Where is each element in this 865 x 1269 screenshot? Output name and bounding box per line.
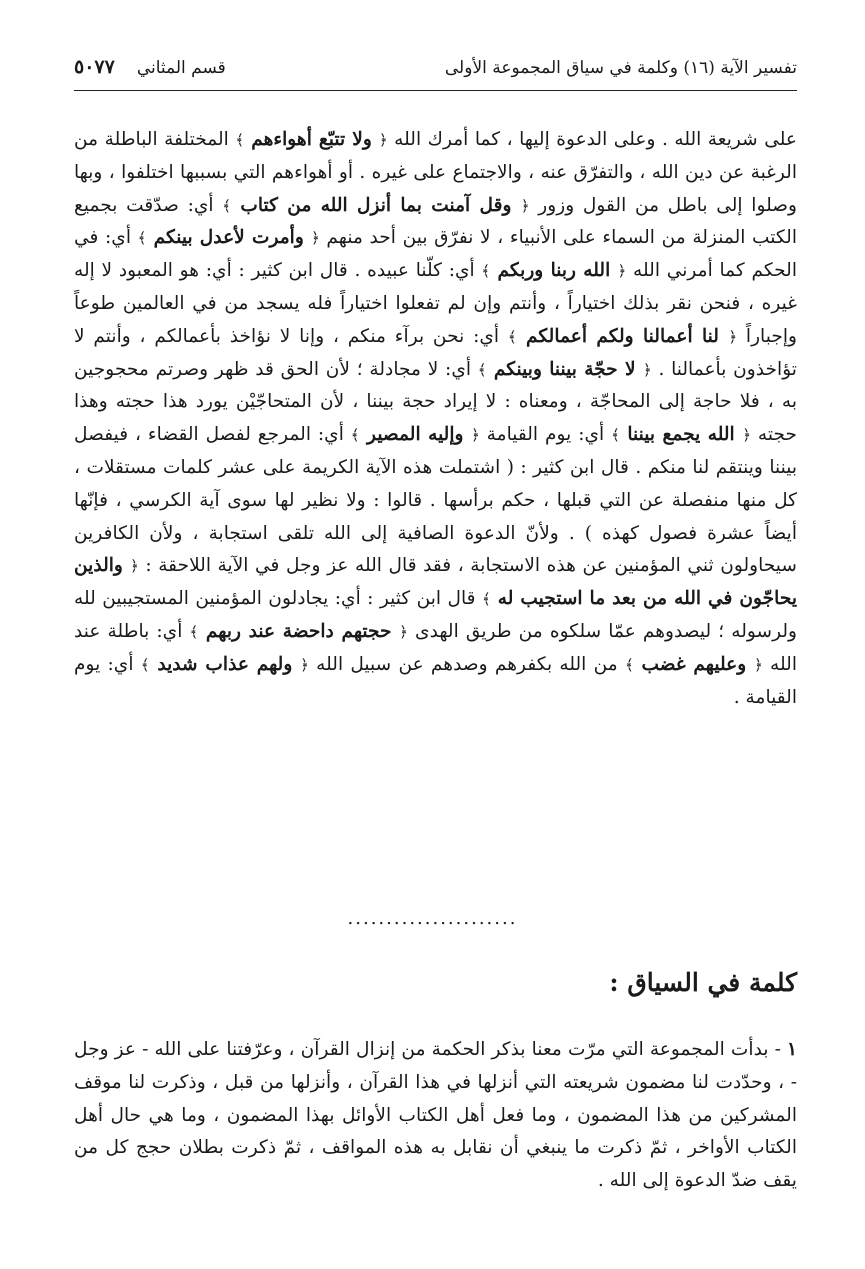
header-section	[74, 56, 226, 78]
commentary-text	[74, 124, 797, 714]
commentary-run: على شريعة الله . وعلى الدعوة إليها ، كما أمرك الله	[387, 129, 797, 150]
quran-quote: والذين يحاجّون في الله من بعد ما استجيب له	[74, 555, 797, 610]
quran-bracket: ﴾	[477, 360, 487, 379]
point-text: - بدأت المجموعة التي مرّت معنا بذكر الحكمة من إنزال القرآن ، وعرّفتنا على الله - عز وجل - ، وحدّدت لنا مضمون شريعته التي أنزلها في هذا القرآن ، وأنزلها من قبل ، وذكرت لنا موقف المشركين من هذا المضمون ، وما فعل أهل الكتاب الأوائل بهذا المضمون ، وما هي حال أهل الكتاب الأواخر ، ثمّ ذكرت ما ينبغي أن نقابل به هذه المواقف ، ثمّ ذكرت بطلان حجج كل من يقف ضدّ الدعوة إلى الله .	[74, 1039, 797, 1192]
quran-bracket: ﴿	[311, 229, 320, 248]
quran-quote: وإليه المصير	[359, 424, 471, 446]
commentary-run: قال ابن كثير : أي: يجادلون المؤمنين المستجيبين لله ولرسوله ؛ ليصدوهم عمّا سلكوه من طريق الهدى	[74, 588, 797, 642]
commentary-run: أي: يوم القيامة .	[74, 653, 797, 708]
quran-quote: وعليهم غضب	[633, 653, 755, 675]
quran-bracket: ﴿	[742, 426, 751, 445]
quran-quote: وقل آمنت بما أنزل الله من كتاب	[231, 194, 521, 216]
quran-bracket: ﴾	[611, 426, 620, 445]
quran-bracket: ﴿	[470, 426, 480, 445]
page-number: ٥٠٧٧	[74, 56, 115, 78]
point-1-paragraph	[74, 1034, 797, 1198]
quran-bracket: ﴾	[137, 229, 147, 248]
section-name: قسم المثاني	[136, 58, 226, 78]
running-title: تفسير الآية (١٦) وكلمة في سياق المجموعة الأولى	[444, 58, 797, 78]
commentary-paragraph	[74, 124, 797, 714]
commentary-run: أي: نحن برآء منكم ، وإنا لا نؤاخذ بأعمالكم ، وأنتم لا تؤاخذون بأعمالنا .	[74, 325, 797, 380]
quran-bracket: ﴿	[520, 196, 530, 215]
quran-quote: وأمرت لأعدل بينكم	[146, 227, 311, 249]
separator-dots: ......................	[347, 908, 518, 929]
quran-bracket: ﴾	[222, 196, 232, 215]
commentary-run: أي: في الحكم كما أمرني الله	[74, 227, 797, 282]
quran-bracket: ﴿	[642, 360, 652, 379]
commentary-run: المختلفة الباطلة من الرغبة عن دين الله ، والتفرّق عنه ، والاجتماع على غيره . أو أهواءهم التي بسببها اختلفوا ، وبها وصلوا إلى باطل من القول وزور	[74, 129, 798, 216]
point-number: ١	[787, 1039, 797, 1060]
quran-bracket: ﴾	[235, 131, 245, 149]
quran-quote: الله يجمع بيننا	[619, 424, 743, 446]
quran-bracket: ﴾	[481, 262, 491, 281]
commentary-run: أي: لا مجادلة ؛ لأن الحق قد ظهر وصرتم محجوجين به ، فلا حاجة إلى المحاجّة ، ومعناه : لا إيراد حجة بيننا ، لأن المتحاجّيْن يورد هذا حجته وهذا حجته	[74, 358, 797, 446]
commentary-run: أي: كلّنا عبيده . قال ابن كثير : أي: هو المعبود لا إله غيره ، فنحن نقر بذلك اختياراً ، وأنتم وإن لم تفعلوا اختياراً فله يسجد من في العالمين طوعاً وإجباراً	[74, 260, 797, 347]
quran-bracket: ﴾	[481, 590, 491, 609]
quran-bracket: ﴿	[617, 262, 627, 281]
commentary-run: أي: صدّقت بجميع الكتب المنزلة من السماء على الأنبياء ، لا نفرّق بين أحد منهم	[74, 194, 797, 249]
quran-bracket: ﴿	[130, 557, 139, 576]
quran-quote: حجتهم داحضة عند ربهم	[198, 620, 400, 642]
quran-bracket: ﴾	[140, 655, 150, 674]
quran-bracket: ﴿	[378, 131, 388, 149]
quran-bracket: ﴾	[507, 327, 517, 346]
quran-bracket: ﴿	[399, 622, 408, 641]
page-header	[74, 56, 797, 91]
quran-quote: ولهم عذاب شديد	[149, 653, 301, 675]
quran-quote: لا حجّة بيننا وبينكم	[486, 358, 643, 380]
quran-bracket: ﴿	[754, 655, 763, 674]
commentary-run: أي: المرجع لفصل القضاء ، فيفصل بيننا وينتقم لنا منكم . قال ابن كثير : ( اشتملت هذه الآية الكريمة على عشر كلمات مستقلات ، كل منها منفصلة عن التي قبلها ، حكم برأسها . قالوا : ولا نظير لها سوى آية الكرسي ، فإنّها أيضاً عشرة فصول كهذه ) . ولأنّ الدعوة الصافية إلى الله تلقى استجابة ، ولأن الكافرين سيحاولون ثني المؤمنين عن هذه الاستجابة ، فقد قال الله عز وجل في الآية اللاحقة :	[74, 424, 797, 577]
quran-quote: لنا أعمالنا ولكم أعمالكم	[516, 325, 729, 347]
quran-quote: ولا تتبّع أهواءهم	[244, 129, 379, 150]
quran-bracket: ﴾	[350, 426, 360, 445]
quran-bracket: ﴾	[624, 655, 634, 674]
quran-bracket: ﴿	[300, 655, 309, 674]
commentary-run: أي: باطلة عند الله	[74, 620, 797, 675]
quran-bracket: ﴿	[728, 327, 738, 346]
commentary-run: من الله بكفرهم وصدهم عن سبيل الله	[308, 653, 625, 675]
section-heading: كلمة في السياق :	[609, 968, 797, 997]
quran-quote: الله ربنا وربكم	[490, 260, 618, 282]
quran-bracket: ﴾	[189, 622, 199, 641]
context-text	[74, 1034, 797, 1198]
commentary-run: أي: يوم القيامة	[479, 424, 612, 446]
